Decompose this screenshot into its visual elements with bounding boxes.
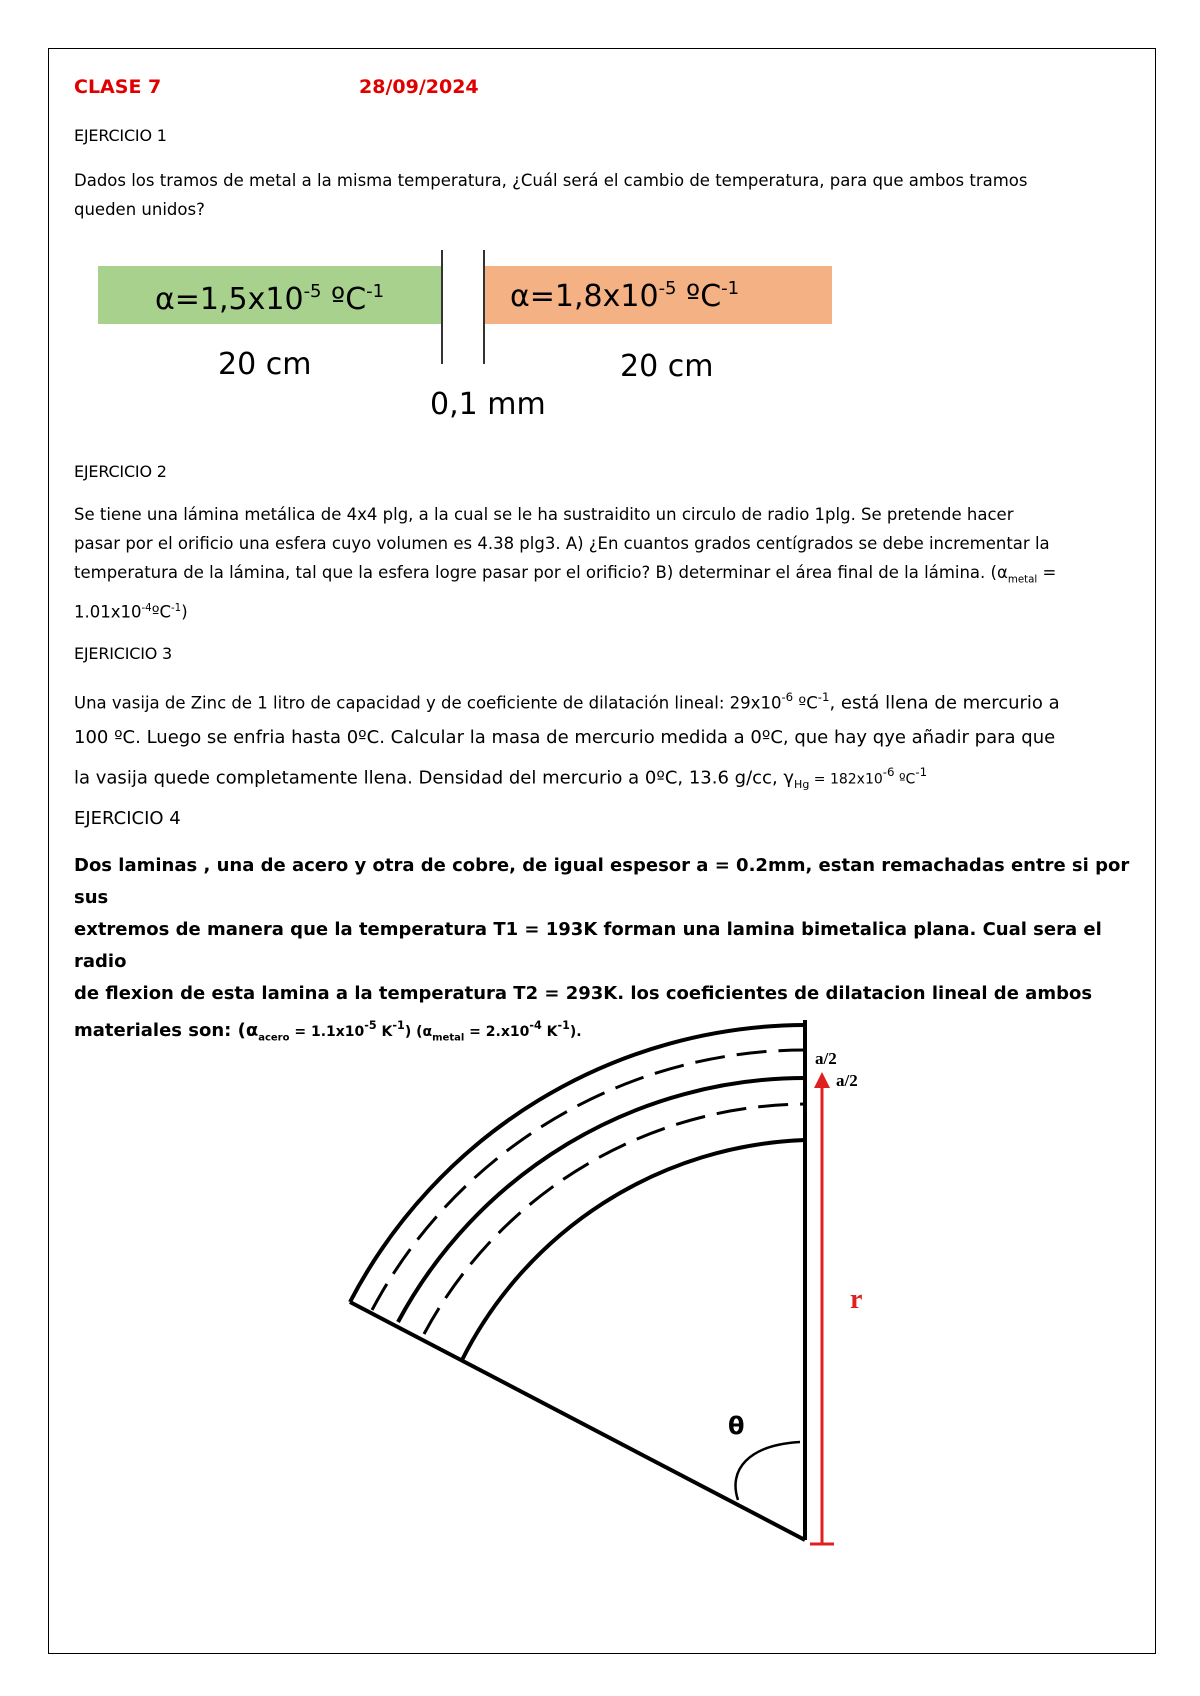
exercise-2-line-2: pasar por el orificio una esfera cuyo volumen es 4.38 plg3. A) ¿En cuantos grados centígrados se debe incrementar la xyxy=(74,534,1050,553)
exercise-4-line-4: materiales son: ($\alpha_{acero} = 1.1x10^{-5}$ $K^{-1}$) ($\alpha_{metal} = 2.x10^{-4}$ $K^{-1}$). xyxy=(74,1019,582,1044)
exercise-4-line-3: de flexion de esta lamina a la temperatura T2 = 293K. los coeficientes de dilatacion lineal de ambos xyxy=(74,983,1093,1004)
left-alpha-label: $\alpha=1,5x10^{-5}$ ºC$^{-1}$ xyxy=(155,281,385,317)
inner-arc xyxy=(462,1140,805,1360)
class-label: CLASE 7 xyxy=(74,76,162,98)
exercise-3-line-2: 100 ºC. Luego se enfria hasta 0ºC. Calcular la masa de mercurio medida a 0ºC, que hay qye añadir para que xyxy=(74,727,1056,749)
label-a-half-bottom: a/2 xyxy=(836,1071,858,1090)
exercise-2-line-1: Se tiene una lámina metálica de 4x4 plg, a la cual se le ha sustraidito un circulo de radio 1plg. Se pretende hacer xyxy=(74,505,1014,524)
theta-arc xyxy=(736,1442,800,1500)
right-alpha-label: $\alpha=1,8x10^{-5}$ ºC$^{-1}$ xyxy=(510,278,740,314)
exercise-4-line-2: extremos de manera que la temperatura T1 = 193K forman una lamina bimetalica plana. Cual sera el radio xyxy=(74,919,1102,972)
gap-label: 0,1 mm xyxy=(430,387,546,422)
exercise-1-title: EJERCICIO 1 xyxy=(74,126,167,145)
exercise-3-line-1: Una vasija de Zinc de 1 litro de capacidad y de coeficiente de dilatación lineal: $29x10^{-6}$ ºC$^{-1}$, está llena de mercurio a xyxy=(74,690,1060,714)
middle-arc xyxy=(398,1078,805,1322)
exercise-1-line-2: queden unidos? xyxy=(74,200,205,219)
radius-arrow-head xyxy=(814,1072,830,1088)
exercise-2-line-4: $1.01x10^{-4}ºC^{-1}$) xyxy=(74,602,188,622)
exercise-4-line-1: Dos laminas , una de acero y otra de cobre, de igual espesor a = 0.2mm, estan remachadas entre si por sus xyxy=(74,855,1130,908)
exercise-2-line-3: temperatura de la lámina, tal que la esfera logre pasar por el orificio? B) determinar el área final de la lámina. ($\alpha_{metal}$ = xyxy=(74,563,1057,586)
outer-arc xyxy=(350,1025,805,1302)
class-date: 28/09/2024 xyxy=(359,76,479,98)
label-r: r xyxy=(850,1284,863,1315)
left-length-label: 20 cm xyxy=(218,347,312,382)
exercise-3-line-3: la vasija quede completamente llena. Densidad del mercurio a 0ºC, 13.6 g/cc, $\gamma_{Hg} = 182x10^{-6}$ ºC$^{-1}$ xyxy=(74,765,928,792)
exercise-4-title: EJERCICIO 4 xyxy=(74,808,181,829)
exercise-1-line-1: Dados los tramos de metal a la misma temperatura, ¿Cuál será el cambio de temperatura, para que ambos tramos xyxy=(74,171,1028,190)
exercise-2-title: EJERCICIO 2 xyxy=(74,462,167,481)
exercise-3-title: EJERICICIO 3 xyxy=(74,644,173,663)
label-a-half-top: a/2 xyxy=(815,1049,837,1068)
right-length-label: 20 cm xyxy=(620,349,714,384)
label-theta: θ xyxy=(728,1412,745,1440)
